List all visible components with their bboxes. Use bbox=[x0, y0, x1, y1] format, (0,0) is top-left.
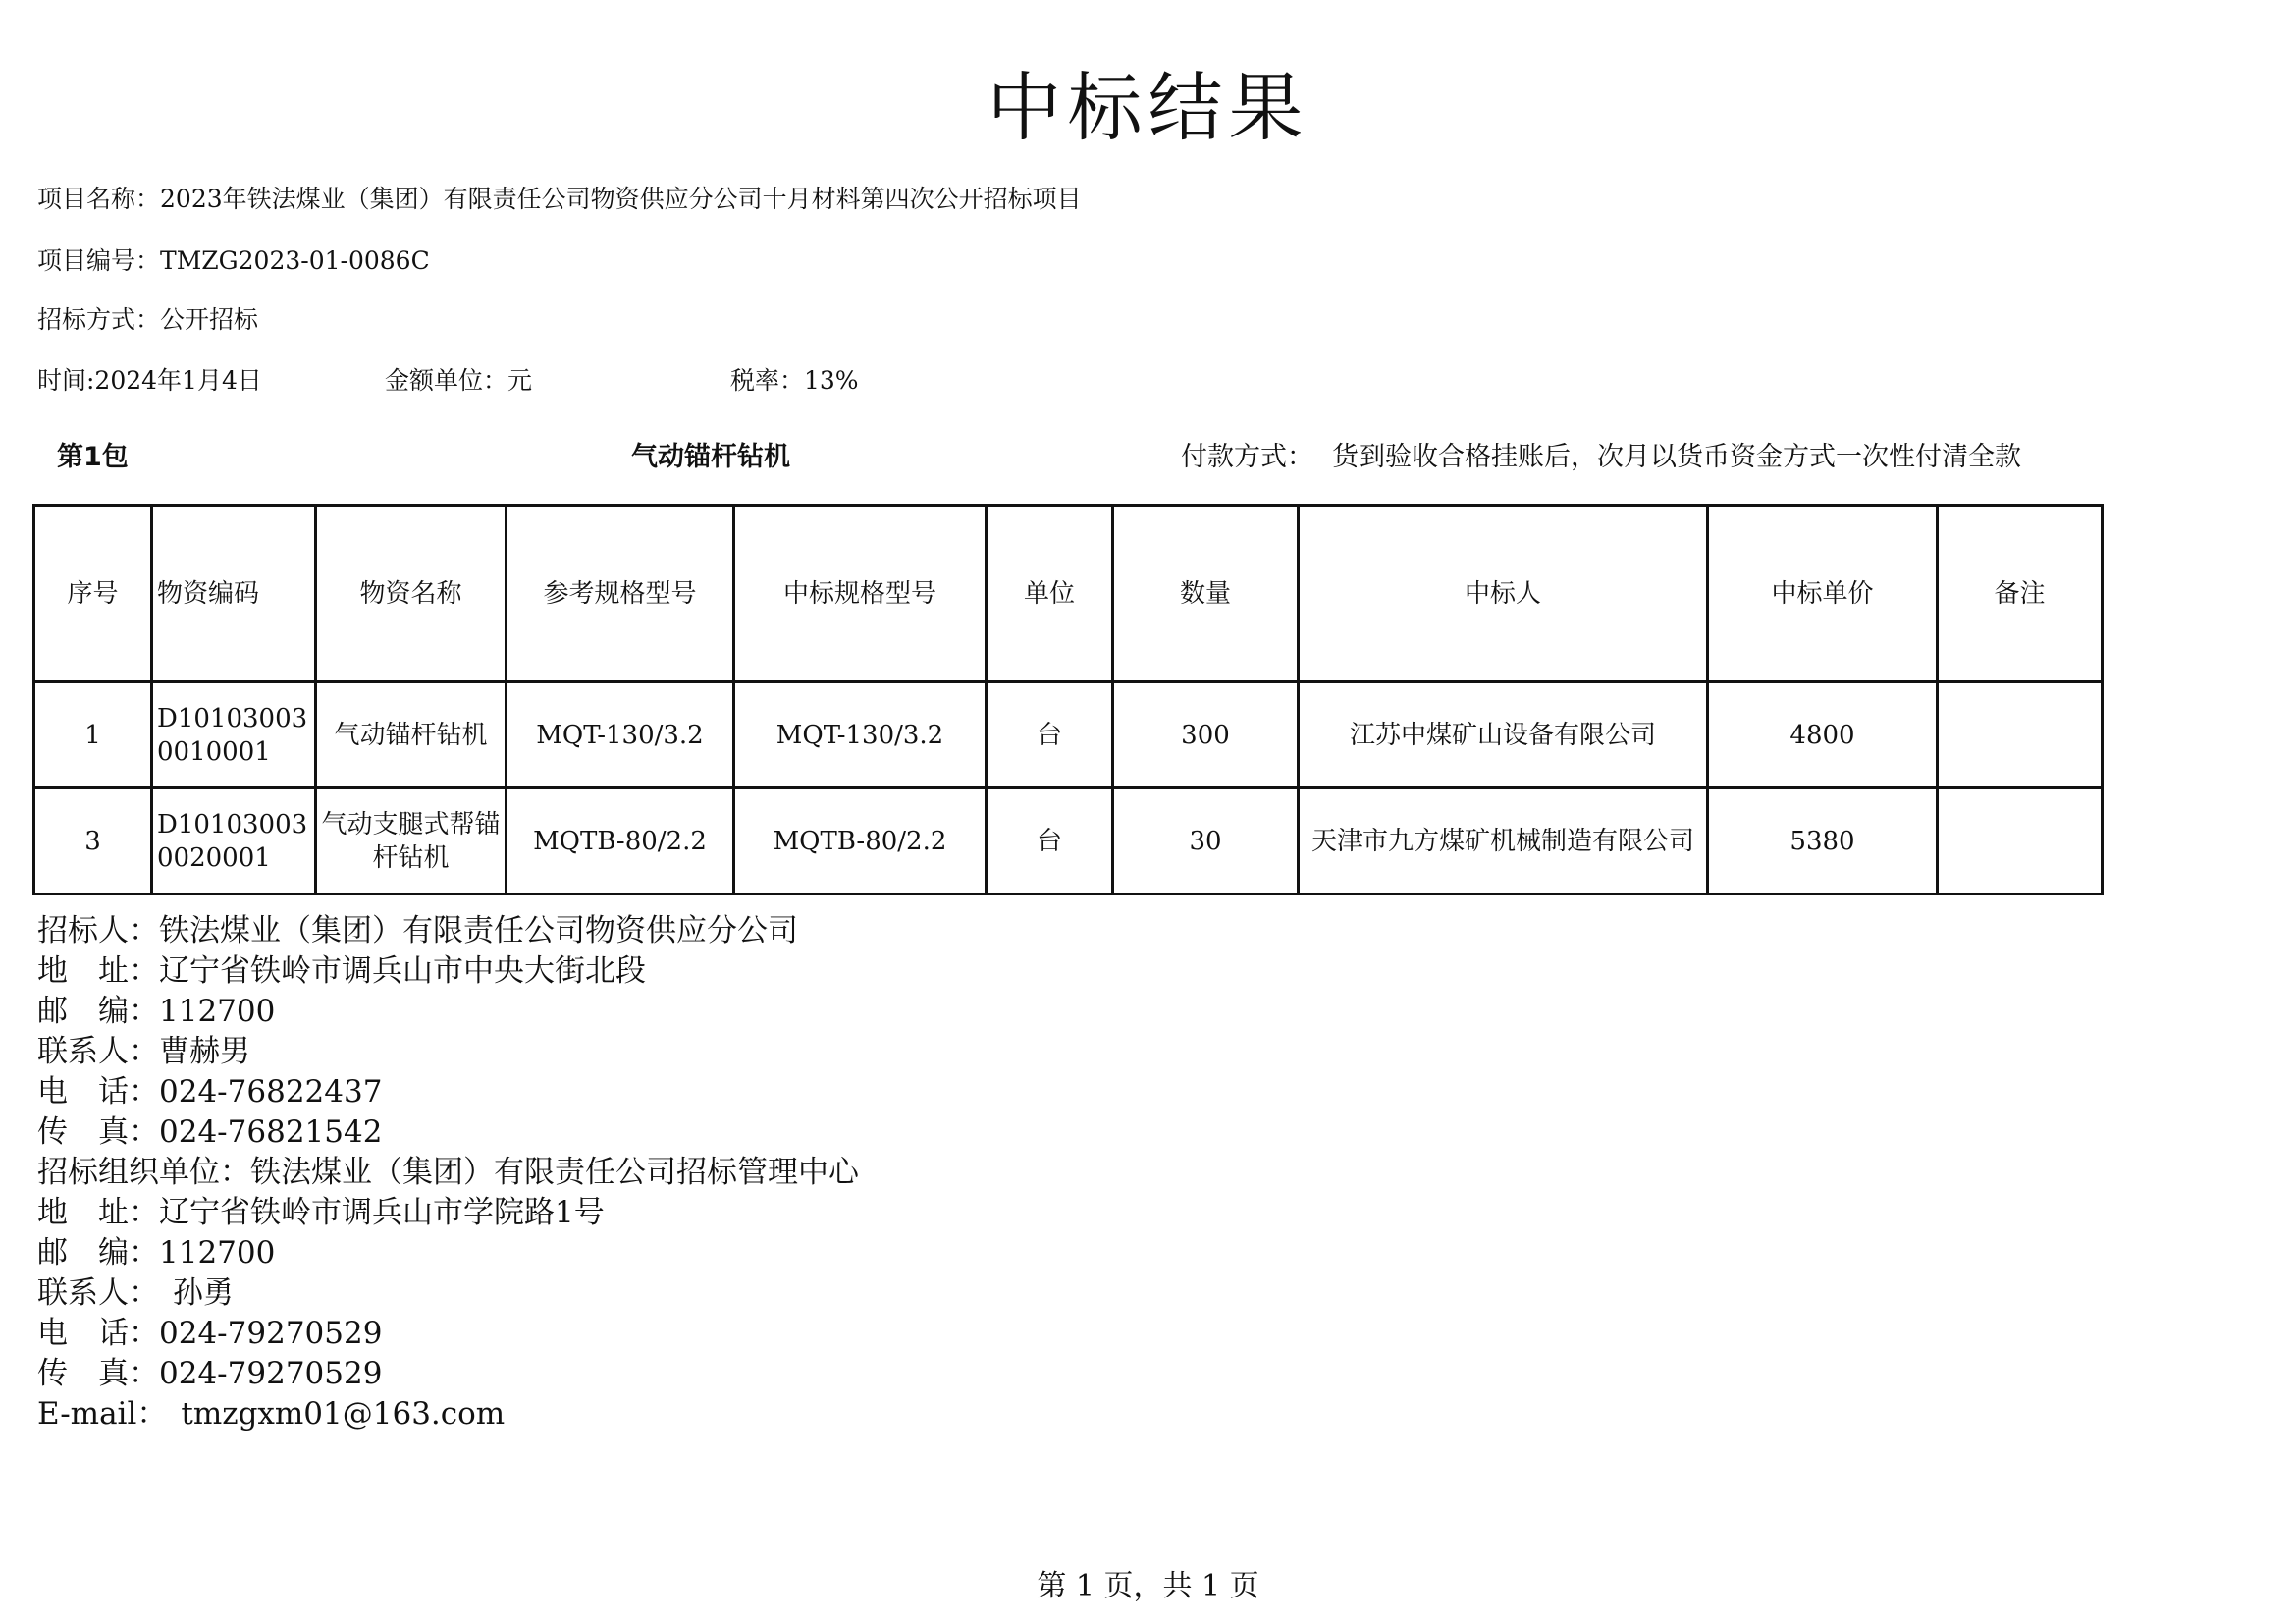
table-row bbox=[34, 682, 2103, 788]
project-name-line bbox=[37, 187, 1082, 211]
project-number-line bbox=[37, 248, 430, 273]
address-label: 地 址： bbox=[37, 953, 159, 989]
header-qty: 数量 bbox=[1113, 506, 1299, 682]
header-price: 中标单价 bbox=[1708, 506, 1938, 682]
bid-method-label: 招标方式： bbox=[37, 305, 161, 334]
tax-rate-text: 税率：13% bbox=[730, 366, 859, 395]
page-footer: 第 1 页，共 1 页 bbox=[1037, 1569, 1259, 1603]
cell-ref-spec: MQT-130/3.2 bbox=[507, 682, 734, 788]
fax-label: 传 真： bbox=[37, 1114, 159, 1150]
agency-phone-line bbox=[37, 1314, 859, 1354]
results-table bbox=[32, 504, 2104, 895]
agency-line bbox=[37, 1153, 859, 1193]
cell-win-spec: MQTB-80/2.2 bbox=[734, 788, 987, 894]
email-value: tmzgxm01@163.com bbox=[181, 1396, 506, 1432]
agency-phone-label: 电 话： bbox=[37, 1316, 159, 1351]
header-name: 物资名称 bbox=[316, 506, 507, 682]
cell-name: 气动锚杆钻机 bbox=[316, 682, 507, 788]
currency-unit-text: 金额单位：元 bbox=[385, 366, 533, 395]
fax-line bbox=[37, 1112, 859, 1153]
agency-postcode-value: 112700 bbox=[159, 1235, 276, 1271]
page-title: 中标结果 bbox=[987, 64, 1309, 151]
cell-ref-spec: MQTB-80/2.2 bbox=[507, 788, 734, 894]
postcode-value: 112700 bbox=[159, 994, 276, 1029]
table-header-row bbox=[34, 506, 2103, 682]
package-name: 气动锚杆钻机 bbox=[631, 442, 790, 472]
postcode-line bbox=[37, 992, 859, 1032]
project-number-label: 项目编号： bbox=[37, 246, 161, 275]
date-text: 时间:2024年1月4日 bbox=[37, 366, 262, 395]
cell-note bbox=[1938, 788, 2103, 894]
tenderer-value: 铁法煤业（集团）有限责任公司物资供应分公司 bbox=[159, 913, 798, 948]
agency-phone-value: 024-79270529 bbox=[159, 1316, 383, 1351]
agency-fax-line bbox=[37, 1354, 859, 1394]
phone-line bbox=[37, 1072, 859, 1112]
agency-contact-value: 孙勇 bbox=[173, 1275, 234, 1311]
header-ref-spec: 参考规格型号 bbox=[507, 506, 734, 682]
cell-win-spec: MQT-130/3.2 bbox=[734, 682, 987, 788]
agency-postcode-line bbox=[37, 1233, 859, 1273]
agency-contact-label: 联系人： bbox=[37, 1275, 159, 1311]
contact-person-line bbox=[37, 1032, 859, 1072]
cell-unit: 台 bbox=[987, 682, 1113, 788]
contact-person-label: 联系人： bbox=[37, 1034, 159, 1069]
header-code: 物资编码 bbox=[152, 506, 316, 682]
table-row bbox=[34, 788, 2103, 894]
agency-value: 铁法煤业（集团）有限责任公司招标管理中心 bbox=[250, 1155, 859, 1190]
cell-unit: 台 bbox=[987, 788, 1113, 894]
cell-price: 5380 bbox=[1708, 788, 1938, 894]
contact-person-value: 曹赫男 bbox=[159, 1034, 250, 1069]
agency-address-label: 地 址： bbox=[37, 1195, 159, 1230]
header-seq: 序号 bbox=[34, 506, 152, 682]
cell-seq: 1 bbox=[34, 682, 152, 788]
cell-code: D101030030010001 bbox=[152, 682, 316, 788]
tenderer-label: 招标人： bbox=[37, 913, 159, 948]
agency-address-line bbox=[37, 1193, 859, 1233]
cell-code: D101030030020001 bbox=[152, 788, 316, 894]
header-win-spec: 中标规格型号 bbox=[734, 506, 987, 682]
bid-method-value: 公开招标 bbox=[160, 305, 259, 334]
project-name-value: 2023年铁法煤业（集团）有限责任公司物资供应分公司十月材料第四次公开招标项目 bbox=[160, 185, 1082, 213]
header-winner: 中标人 bbox=[1299, 506, 1708, 682]
cell-qty: 300 bbox=[1113, 682, 1299, 788]
agency-fax-value: 024-79270529 bbox=[159, 1356, 383, 1391]
cell-note bbox=[1938, 682, 2103, 788]
agency-fax-label: 传 真： bbox=[37, 1356, 159, 1391]
package-number: 第1包 bbox=[57, 442, 129, 472]
payment-value: 货到验收合格挂账后，次月以货币资金方式一次性付清全款 bbox=[1332, 442, 2021, 472]
fax-value: 024-76821542 bbox=[159, 1114, 383, 1150]
bid-method-line bbox=[37, 307, 258, 332]
agency-address-value: 辽宁省铁岭市调兵山市学院路1号 bbox=[159, 1195, 605, 1230]
agency-postcode-label: 邮 编： bbox=[37, 1235, 159, 1271]
cell-seq: 3 bbox=[34, 788, 152, 894]
payment-label: 付款方式： bbox=[1181, 442, 1313, 472]
phone-label: 电 话： bbox=[37, 1074, 159, 1110]
cell-name: 气动支腿式帮锚杆钻机 bbox=[316, 788, 507, 894]
cell-winner: 天津市九方煤矿机械制造有限公司 bbox=[1299, 788, 1708, 894]
phone-value: 024-76822437 bbox=[159, 1074, 383, 1110]
email-label: E-mail： bbox=[37, 1396, 168, 1432]
cell-winner: 江苏中煤矿山设备有限公司 bbox=[1299, 682, 1708, 788]
cell-price: 4800 bbox=[1708, 682, 1938, 788]
email-line bbox=[37, 1394, 859, 1435]
tenderer-line bbox=[37, 911, 859, 951]
address-value: 辽宁省铁岭市调兵山市中央大街北段 bbox=[159, 953, 646, 989]
header-unit: 单位 bbox=[987, 506, 1113, 682]
project-name-label: 项目名称： bbox=[37, 185, 161, 213]
header-note: 备注 bbox=[1938, 506, 2103, 682]
project-number-value: TMZG2023-01-0086C bbox=[160, 246, 430, 275]
cell-qty: 30 bbox=[1113, 788, 1299, 894]
contact-block bbox=[37, 911, 859, 1435]
agency-label: 招标组织单位： bbox=[37, 1155, 250, 1190]
postcode-label: 邮 编： bbox=[37, 994, 159, 1029]
address-line bbox=[37, 951, 859, 992]
agency-contact-line bbox=[37, 1273, 859, 1314]
